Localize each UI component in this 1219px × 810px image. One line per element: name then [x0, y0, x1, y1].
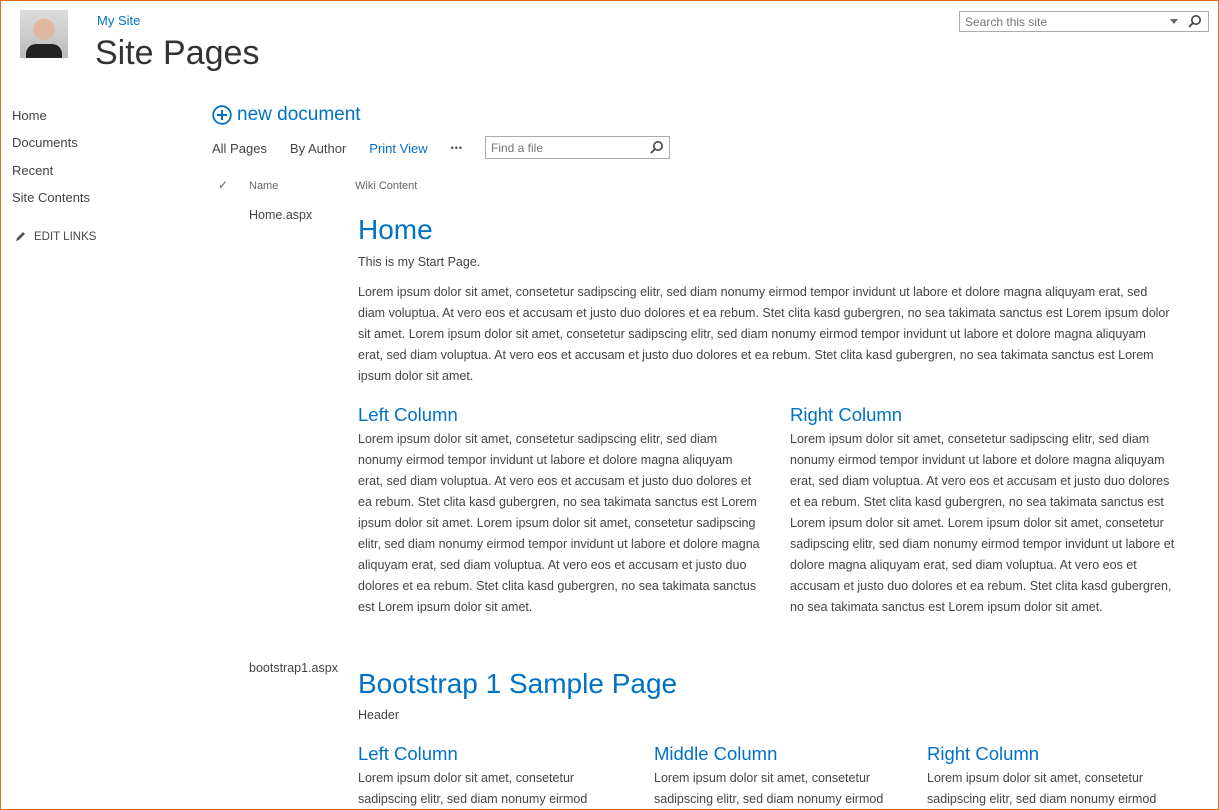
- find-file-input[interactable]: [486, 137, 646, 158]
- plus-circle-icon: [212, 105, 232, 125]
- middle-column-heading: Middle Column: [654, 743, 778, 764]
- nav-item-site-contents[interactable]: Site Contents: [12, 189, 91, 205]
- page-title: Site Pages: [95, 34, 260, 72]
- wiki-subtitle: Header: [358, 708, 399, 722]
- nav-item-recent[interactable]: Recent: [12, 162, 54, 178]
- left-navigation: [12, 108, 90, 217]
- right-column-heading: Right Column: [927, 743, 1040, 764]
- wiki-subtitle: This is my Start Page.: [358, 255, 481, 269]
- search-input[interactable]: [960, 12, 1170, 31]
- left-column-heading: Left Column: [358, 404, 458, 425]
- wiki-title: Bootstrap 1 Sample Page: [358, 668, 678, 699]
- left-column-text: Lorem ipsum dolor sit amet, consetetur sadipscing elitr, sed diam nonumy eirmod tempor invidunt ut labore et dolore magna aliquyam erat, sed diam voluptua. At vero eos et accusam et justo duo dolores et ea rebum. Stet clita kasd gubergren, no sea takimata sanctus est Lorem ipsum dolor sit amet. Lorem ipsum dolor sit amet, consetetur sadipscing elitr, sed diam nonumy eirmod tempor invidunt ut labore et dolore magna aliquyam erat, sed diam voluptua. At vero eos et accusam et justo duo dolores et ea rebum. Stet clita kasd gubergren, no sea takimata sanctus est Lorem ipsum dolor sit amet.: [358, 432, 760, 614]
- nav-item-home[interactable]: Home: [12, 108, 47, 123]
- right-column-heading: Right Column: [790, 404, 903, 425]
- view-by-author[interactable]: By Author: [289, 141, 347, 156]
- edit-links-label: EDIT LINKS: [34, 230, 97, 243]
- view-print-view[interactable]: Print View: [369, 141, 428, 156]
- edit-links-button[interactable]: [14, 230, 96, 243]
- find-file-box[interactable]: [485, 136, 670, 159]
- search-icon[interactable]: [649, 140, 664, 155]
- wiki-intro: Lorem ipsum dolor sit amet, consetetur sadipscing elitr, sed diam nonumy eirmod tempor invidunt ut labore et dolore magna aliquyam erat, sed diam voluptua. At vero eos et accusam et justo duo dolores et ea rebum. Stet clita kasd gubergren, no sea takimata sanctus est Lorem ipsum dolor sit amet. Lorem ipsum dolor sit amet, consetetur sadipscing elitr, sed diam nonumy eirmod tempor invidunt ut labore et dolore magna aliquyam erat, sed diam voluptua. At vero eos et accusam et justo duo dolores et ea rebum. Stet clita kasd gubergren, no sea takimata sanctus est Lorem ipsum dolor sit amet.: [358, 285, 1170, 383]
- wiki-title: Home: [358, 214, 433, 245]
- my-site-link[interactable]: My Site: [97, 13, 141, 28]
- right-column-text: Lorem ipsum dolor sit amet, consetetur sadipscing elitr, sed diam nonumy eirmod: [927, 771, 1157, 806]
- search-icon[interactable]: [1187, 14, 1202, 29]
- left-column-heading: Left Column: [358, 743, 458, 764]
- select-all-checkmark-icon[interactable]: ✓: [218, 178, 229, 192]
- right-column-text: Lorem ipsum dolor sit amet, consetetur sadipscing elitr, sed diam nonumy eirmod tempor invidunt ut labore et dolore magna aliquyam erat, sed diam voluptua. At vero eos et accusam et justo duo dolores et ea rebum. Stet clita kasd gubergren, no sea takimata sanctus est Lorem ipsum dolor sit amet. Lorem ipsum dolor sit amet, consetetur sadipscing elitr, sed diam nonumy eirmod tempor invidunt ut labore et dolore magna aliquyam erat, sed diam voluptua. At vero eos et accusam et justo duo dolores et ea rebum. Stet clita kasd gubergren, no sea takimata sanctus est Lorem ipsum dolor sit amet.: [790, 432, 1175, 614]
- pencil-icon: [14, 230, 27, 243]
- file-name[interactable]: Home.aspx: [249, 208, 313, 222]
- site-search-box[interactable]: [959, 11, 1209, 32]
- middle-column-text: Lorem ipsum dolor sit amet, consetetur sadipscing elitr, sed diam nonumy eirmod: [654, 771, 884, 806]
- left-column-text: Lorem ipsum dolor sit amet, consetetur sadipscing elitr, sed diam nonumy eirmod: [358, 771, 588, 806]
- column-header-name[interactable]: Name: [249, 180, 279, 192]
- more-views-ellipsis-icon[interactable]: •••: [450, 143, 464, 153]
- view-all-pages[interactable]: All Pages: [212, 141, 267, 156]
- file-name[interactable]: bootstrap1.aspx: [249, 661, 338, 675]
- user-avatar[interactable]: [20, 10, 68, 58]
- new-document-label: new document: [237, 104, 361, 125]
- view-selector: [212, 141, 486, 156]
- search-scope-dropdown-icon[interactable]: [1170, 19, 1178, 24]
- new-document-button[interactable]: [212, 104, 361, 126]
- nav-item-documents[interactable]: Documents: [12, 135, 78, 151]
- column-header-wiki-content[interactable]: Wiki Content: [355, 180, 418, 192]
